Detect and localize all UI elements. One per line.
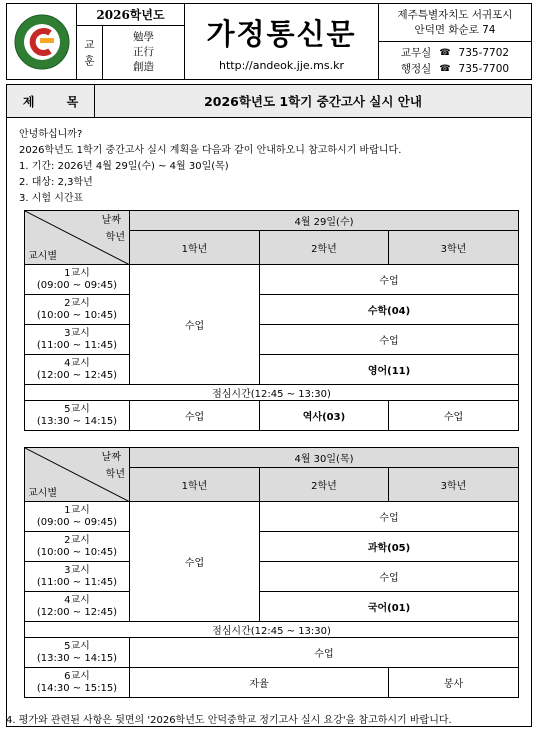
year-motto-cell — [77, 4, 185, 79]
gyohun-label: 교 훈 — [77, 26, 103, 79]
newsletter-title: 가정통신문 — [206, 16, 357, 51]
grade-header: 2학년 — [260, 468, 389, 502]
subject-label: 제 목 — [7, 85, 95, 117]
body-frame — [6, 118, 532, 727]
period-cell: 2교시 (10:00 ~ 10:45) — [25, 295, 130, 325]
period-cell: 4교시 (12:00 ~ 12:45) — [25, 592, 130, 622]
lunch-row: 점심시간(12:45 ~ 13:30) — [25, 622, 519, 638]
year-label: 2026학년도 — [77, 4, 184, 26]
phone-row: 행정실 ☎ 735-7700 — [400, 62, 510, 75]
period-cell: 3교시 (11:00 ~ 11:45) — [25, 325, 130, 355]
contact-cell — [379, 4, 531, 79]
exam-cell: 수학(04) — [260, 295, 519, 325]
period-cell: 1교시 (09:00 ~ 09:45) — [25, 502, 130, 532]
telephone-icon: ☎ — [439, 63, 451, 74]
table-corner: 날짜 학년 교시별 — [25, 211, 130, 265]
school-motto: 勉學 正行 創造 — [133, 31, 154, 73]
lunch-row: 점심시간(12:45 ~ 13:30) — [25, 385, 519, 401]
exam-cell: 봉사 — [389, 668, 519, 698]
subject-bar — [6, 84, 532, 118]
period-cell: 4교시 (12:00 ~ 12:45) — [25, 355, 130, 385]
exam-cell: 수업 — [260, 502, 519, 532]
intro-text: 안녕하십니까? 2026학년도 1학기 중간고사 실시 계획을 다음과 같이 안내하오니 참고하시기 바랍니다. 1. 기간: 2026년 4월 29일(수) ~ 4월 30일(목) 2. 대상: 2,3학년 3. 시험 시간표 — [19, 129, 402, 204]
school-address: 제주특별자치도 서귀포시 안덕면 화순로 74 — [379, 4, 531, 42]
period-cell: 6교시 (14:30 ~ 15:15) — [25, 668, 130, 698]
exam-cell: 수업 — [260, 265, 519, 295]
grade-header: 1학년 — [130, 231, 260, 265]
schedule-table-day1 — [24, 210, 519, 431]
exam-cell: 역사(03) — [260, 401, 389, 431]
phone-list — [379, 42, 531, 79]
school-logo-cell — [7, 4, 77, 79]
grade1-morning-cell: 수업 — [130, 502, 260, 622]
period-cell: 5교시 (13:30 ~ 14:15) — [25, 401, 130, 431]
grade-header: 3학년 — [389, 468, 519, 502]
exam-cell: 영어(11) — [260, 355, 519, 385]
grade-header: 1학년 — [130, 468, 260, 502]
period-cell: 1교시 (09:00 ~ 09:45) — [25, 265, 130, 295]
newsletter-header — [6, 3, 532, 80]
grade-header: 2학년 — [260, 231, 389, 265]
school-url[interactable]: http://andeok.jje.ms.kr — [219, 58, 344, 72]
exam-cell: 수업 — [130, 638, 519, 668]
subject-text: 2026학년도 1학기 중간고사 실시 안내 — [204, 94, 422, 109]
date-header: 4월 29일(수) — [130, 211, 519, 231]
grade-header: 3학년 — [389, 231, 519, 265]
table-corner: 날짜 학년 교시별 — [25, 448, 130, 502]
exam-cell: 수업 — [389, 401, 519, 431]
exam-cell: 수업 — [260, 325, 519, 355]
exam-cell: 수업 — [130, 401, 260, 431]
period-cell: 3교시 (11:00 ~ 11:45) — [25, 562, 130, 592]
schedule-table-day2 — [24, 447, 519, 698]
period-cell: 2교시 (10:00 ~ 10:45) — [25, 532, 130, 562]
phone-row: 교무실 ☎ 735-7702 — [400, 46, 510, 59]
date-header: 4월 30일(목) — [130, 448, 519, 468]
grade1-morning-cell: 수업 — [130, 265, 260, 385]
telephone-icon: ☎ — [439, 47, 451, 58]
title-cell — [185, 4, 379, 79]
exam-cell: 과학(05) — [260, 532, 519, 562]
footer-note: 4. 평가와 관련된 사항은 뒷면의 '2026학년도 안덕중학교 정기고사 실시 요강'을 참고하시기 바랍니다. — [6, 715, 452, 726]
exam-cell: 자율 — [130, 668, 389, 698]
school-emblem-icon — [13, 11, 71, 73]
exam-cell: 수업 — [260, 562, 519, 592]
period-cell: 5교시 (13:30 ~ 14:15) — [25, 638, 130, 668]
exam-cell: 국어(01) — [260, 592, 519, 622]
